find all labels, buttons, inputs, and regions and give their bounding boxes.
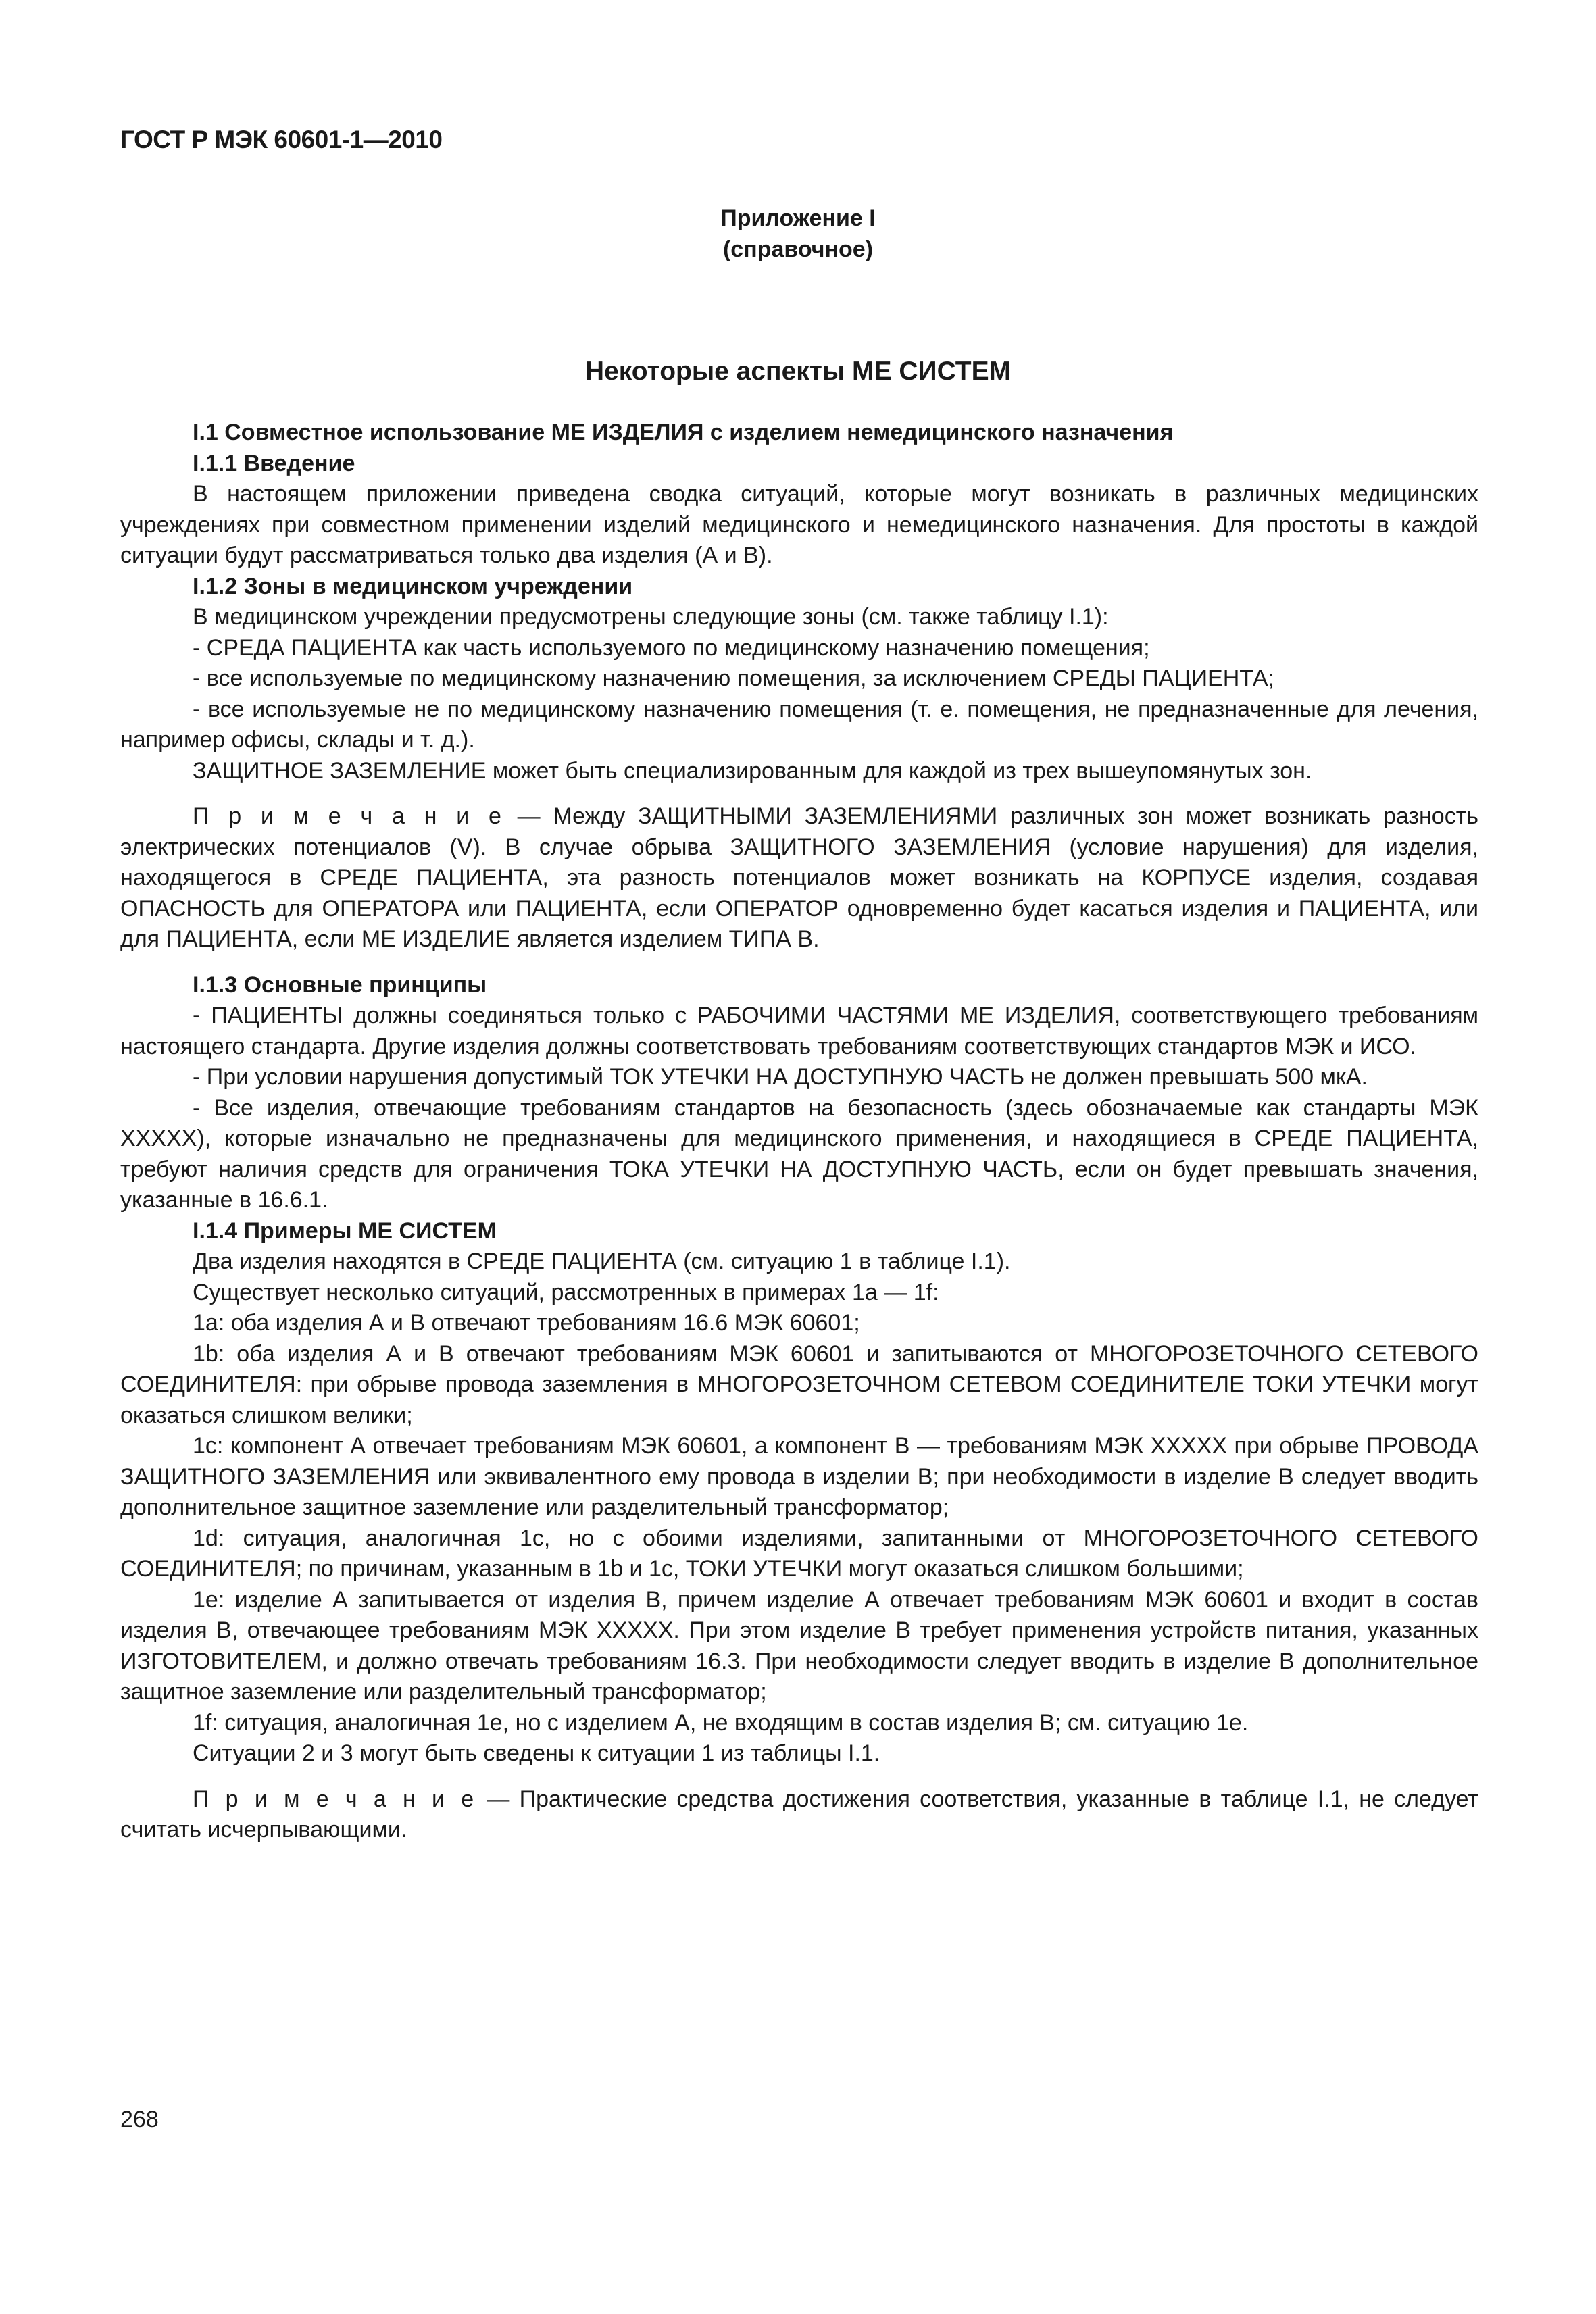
paragraph: Ситуации 2 и 3 могут быть сведены к ситуации 1 из таблицы I.1. xyxy=(193,1740,880,1766)
annex-heading: Некоторые аспекты МЕ СИСТЕМ xyxy=(584,357,1012,386)
annex-kind: (справочное) xyxy=(722,236,874,262)
paragraph: В медицинском учреждении предусмотрены следующие зоны (см. также таблицу I.1): xyxy=(193,604,1109,630)
spacer xyxy=(120,1769,1478,1784)
document-body xyxy=(120,418,1478,1846)
section-heading-i13: I.1.3 Основные принципы xyxy=(193,972,487,998)
example-item: 1f: ситуация, аналогичная 1е, но с изделием А, не входящим в состав изделия В; см. ситуацию 1е. xyxy=(193,1709,1249,1736)
note-label: П р и м е ч а н и е xyxy=(193,803,505,829)
example-item: 1е: изделие А запитывается от изделия В, причем изделие А отвечает требованиям МЭК 60601 и входит в состав изделия В, отвечающее требованиям МЭК XXXXX. При этом изделие В требует применения устройств питания, указанных ИЗГОТОВИТЕЛЕМ, и должно отвечать требованиям 16.3. При необходимости следует вводить в изделие В дополнительное защитное заземление или разделительный трансформатор; xyxy=(120,1586,1478,1705)
example-item: 1с: компонент А отвечает требованиям МЭК 60601, а компонент В — требованиям МЭК XXXXX при обрыве ПРОВОДА ЗАЩИТНОГО ЗАЗЕМЛЕНИЯ или эквивалентного ему провода в изделии В; при необходимости в изделие В следует вводить дополнительное защитное заземление или разделительный трансформатор; xyxy=(120,1433,1478,1520)
paragraph: В настоящем приложении приведена сводка ситуаций, которые могут возникать в различных медицинских учреждениях при совместном применении изделий медицинского и немедицинского назначения. Для простоты в каждой ситуации будут рассматриваться только два изделия (А и В). xyxy=(120,481,1478,568)
list-item: - ПАЦИЕНТЫ должны соединяться только с РАБОЧИМИ ЧАСТЯМИ МЕ ИЗДЕЛИЯ, соответствующего требованиям настоящего стандарта. Другие изделия должны соответствовать требованиям соответствующих стандартов МЭК и ИСО. xyxy=(120,1003,1478,1059)
example-item: 1а: оба изделия А и В отвечают требованиям 16.6 МЭК 60601; xyxy=(193,1310,860,1336)
paragraph: Два изделия находятся в СРЕДЕ ПАЦИЕНТА (см. ситуацию 1 в таблице I.1). xyxy=(193,1249,1011,1274)
list-item: - все используемые не по медицинскому назначению помещения (т. е. помещения, не предназначенные для лечения, например офисы, склады и т. д.). xyxy=(120,696,1478,753)
annex-title-block xyxy=(0,203,1596,265)
example-item: 1b: оба изделия А и В отвечают требованиям МЭК 60601 и запитываются от МНОГОРОЗЕТОЧНОГО СЕТЕВОГО СОЕДИНИТЕЛЯ: при обрыве провода заземления в МНОГОРОЗЕТОЧНОМ СЕТЕВОМ СОЕДИНИТЕЛЕ ТОКИ УТЕЧКИ могут оказаться слишком велики; xyxy=(120,1340,1478,1428)
section-heading-i11: I.1.1 Введение xyxy=(193,450,355,476)
page-number: 268 xyxy=(120,2107,159,2132)
document-id-header: ГОСТ Р МЭК 60601-1—2010 xyxy=(120,126,443,153)
annex-label: Приложение I xyxy=(720,205,876,231)
note-text: — Практические средства достижения соответствия, указанные в таблице I.1, не следует считать исчерпывающими. xyxy=(120,1786,1478,1842)
spacer xyxy=(120,955,1478,970)
paragraph: ЗАЩИТНОЕ ЗАЗЕМЛЕНИЕ может быть специализированным для каждой из трех вышеупомянутых зон. xyxy=(193,757,1312,784)
section-heading-i14: I.1.4 Примеры МЕ СИСТЕМ xyxy=(193,1217,497,1244)
list-item: - СРЕДА ПАЦИЕНТА как часть используемого по медицинскому назначению помещения; xyxy=(193,634,1150,661)
list-item: - Все изделия, отвечающие требованиям стандартов на безопасность (здесь обозначаемые как стандарты МЭК XXXXX), которые изначально не предназначены для медицинского применения, и находящиеся в СРЕДЕ ПАЦИЕНТА, требуют наличия средств для ограничения ТОКА УТЕЧКИ НА ДОСТУПНУЮ ЧАСТЬ, если он будет превышать значения, указанные в 16.6.1. xyxy=(120,1095,1478,1213)
note-label: П р и м е ч а н и е xyxy=(193,1786,478,1812)
note-paragraph xyxy=(120,1784,1478,1846)
example-item: 1d: ситуация, аналогичная 1с, но с обоими изделиями, запитанными от МНОГОРОЗЕТОЧНОГО СЕТЕВОГО СОЕДИНИТЕЛЯ; по причинам, указанным в 1b и 1с, ТОКИ УТЕЧКИ могут оказаться слишком большими; xyxy=(120,1525,1478,1582)
list-item: - все используемые по медицинскому назначению помещения, за исключением СРЕДЫ ПАЦИЕНТА; xyxy=(193,665,1275,691)
section-heading-i12: I.1.2 Зоны в медицинском учреждении xyxy=(193,573,633,599)
note-paragraph xyxy=(120,801,1478,955)
list-item: - При условии нарушения допустимый ТОК УТЕЧКИ НА ДОСТУПНУЮ ЧАСТЬ не должен превышать 500 мкА. xyxy=(193,1064,1368,1090)
section-heading-i1: I.1 Совместное использование МЕ ИЗДЕЛИЯ с изделием немедицинского назначения xyxy=(193,420,1174,445)
paragraph: Существует несколько ситуаций, рассмотренных в примерах 1а — 1f: xyxy=(193,1279,939,1305)
spacer xyxy=(120,786,1478,801)
note-text: — Между ЗАЩИТНЫМИ ЗАЗЕМЛЕНИЯМИ различных зон может возникать разность электрических потенциалов (V). В случае обрыва ЗАЩИТНОГО ЗАЗЕМЛЕНИЯ (условие нарушения) для изделия, находящегося в СРЕДЕ ПАЦИЕНТА, эта разность потенциалов может возникать на КОРПУСЕ изделия, создавая ОПАСНОСТЬ для ОПЕРАТОРА или ПАЦИЕНТА, если ОПЕРАТОР одновременно будет касаться изделия и ПАЦИЕНТА, или для ПАЦИЕНТА, если МЕ ИЗДЕЛИЕ является изделием ТИПА В. xyxy=(120,803,1478,952)
